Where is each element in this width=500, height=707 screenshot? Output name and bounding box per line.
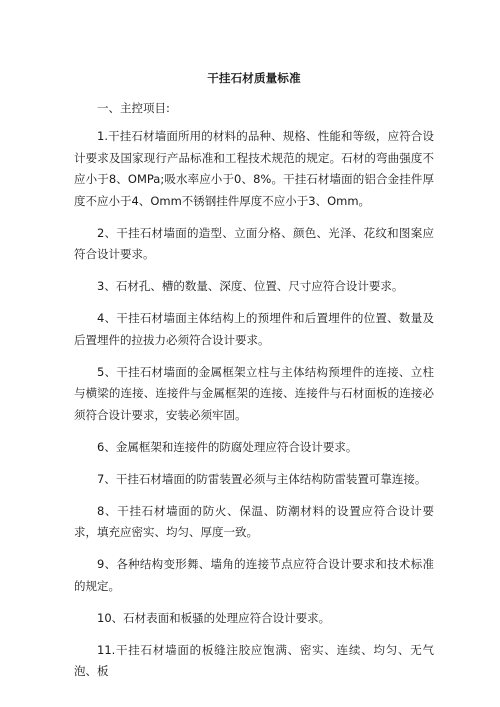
item-paragraph-10: 10、石材表面和板骚的处理应符合设计要求。: [97, 610, 331, 625]
item-paragraph-3: 3、石材孔、槽的数量、深度、位置、尺寸应符合设计要求。: [97, 279, 404, 293]
item-paragraph-5: 5、干挂石材墙面的金属框架立柱与主体结构预埋件的连接、立柱与横梁的连接、连接件与金属框架的连接、连接件与石材面板的连接必须符合设计要求，安装必须牢固。: [74, 364, 434, 422]
item-paragraph-1: 1.干挂石材墙面所用的材料的品种、规格、性能和等级，应符合设计要求及国家现行产品标准和工程技术规范的规定。石材的弯曲强度不应小于8、OMPa;吸水率应小于0、8%。干挂石材墙面的铝合金挂件厚度不应小于4、Omm不锈钢挂件厚度不应小于3、Omm。: [74, 129, 434, 208]
item-paragraph-11: 11.干挂石材墙面的板缝注胶应饱满、密实、连续、均匀、无气泡、板: [74, 642, 434, 678]
document-title: 干挂石材质量标准: [207, 71, 301, 85]
item-paragraph-4: 4、干挂石材墙面主体结构上的预埋件和后置埋件的位置、数量及后置埋件的拉拔力必须符合设计要求。: [74, 311, 434, 347]
section-heading: 一、主控项目:: [97, 101, 170, 115]
item-paragraph-8: 8、干挂石材墙面的防火、保温、防潮材料的设置应符合设计要求，填充应密实、均匀、厚度一致。: [74, 503, 434, 539]
item-paragraph-2: 2、干挂石材墙面的造型、立面分格、颜色、光泽、花纹和图案应符合设计要求。: [74, 225, 434, 261]
item-paragraph-6: 6、金属框架和连接件的防腐处理应符合设计要求。: [97, 439, 358, 454]
item-paragraph-9: 9、各种结构变形舞、墙角的连接节点应符合设计要求和技术标准的规定。: [74, 557, 434, 593]
item-paragraph-7: 7、干挂石材墙面的防雷装置必须与主体结构防雷装置可靠连接。: [97, 471, 427, 486]
item-list: [74, 126, 434, 683]
